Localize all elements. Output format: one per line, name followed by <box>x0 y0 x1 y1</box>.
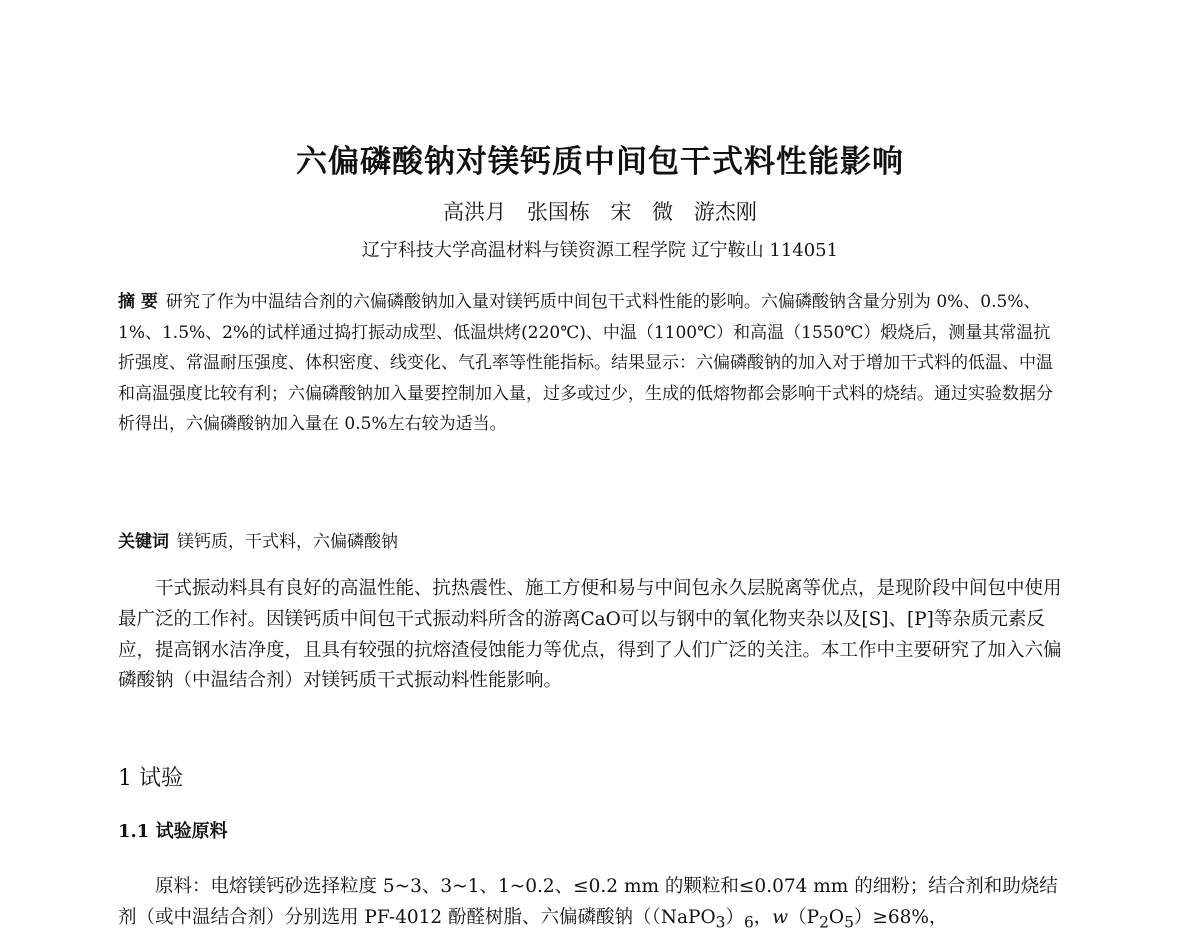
materials-text-5: O <box>828 907 845 928</box>
paper-title: 六偏磷酸钠对镁钙质中间包干式料性能影响 <box>296 144 904 180</box>
materials-text-6: ）≥68%， <box>853 907 948 928</box>
materials-text-2: ） <box>725 907 744 928</box>
keywords-text: 镁钙质，干式料，六偏磷酸钠 <box>177 532 398 552</box>
affiliation: 辽宁科技大学高温材料与镁资源工程学院 辽宁鞍山 114051 <box>361 240 839 261</box>
materials-paragraph <box>118 871 1063 939</box>
subscript: 2 <box>819 913 829 932</box>
subscript: 3 <box>715 913 726 932</box>
keywords-label: 关键词 <box>118 532 169 552</box>
subscript: 6 <box>743 913 754 932</box>
keywords <box>118 527 1063 557</box>
materials-text-3: ， <box>753 907 773 928</box>
subscript: 5 <box>844 913 854 932</box>
abstract <box>118 287 1063 440</box>
author-list: 高洪月 张国栋 宋 微 游杰刚 <box>443 200 757 224</box>
abstract-text: 研究了作为中温结合剂的六偏磷酸钠加入量对镁钙质中间包干式料性能的影响。六偏磷酸钠含量分别为 0%、0.5%、1%、1.5%、2%的试样通过捣打振动成型、低温烘烤(220℃)、中温（1100℃）和高温（1550℃）煅烧后，测量其常温抗折强度、常温耐压强度、体积密度、线变化、气孔率等性能指标。结果显示：六偏磷酸钠的加入对于增加干式料的低温、中温和高温强度比较有利；六偏磷酸钠加入量要控制加入量，过多或过少，生成的低熔物都会影响干式料的烧结。通过实验数据分析得出，六偏磷酸钠加入量在 0.5%左右较为适当。 <box>118 292 1053 435</box>
materials-text-1: 原料：电熔镁钙砂选择粒度 5~3、3~1、1~0.2、≤0.2 mm 的颗粒和≤0.074 mm 的细粉；结合剂和助烧结剂（或中温结合剂）分别选用 PF-4012 酚醛树脂、六偏磷酸钠（（NaPO <box>118 876 1058 928</box>
abstract-label: 摘 要 <box>118 292 158 312</box>
section-heading-1-1: 1.1 试验原料 <box>118 821 228 842</box>
materials-text-4: （P <box>788 907 820 928</box>
mass-fraction-symbol: w <box>772 907 789 928</box>
intro-paragraph: 干式振动料具有良好的高温性能、抗热震性、施工方便和易与中间包永久层脱离等优点，是现阶段中间包中使用最广泛的工作衬。因镁钙质中间包干式振动料所含的游离CaO可以与钢中的氧化物夹杂以及[S]、[P]等杂质元素反应，提高钢水洁净度，且具有较强的抗熔渣侵蚀能力等优点，得到了人们广泛的关注。本工作中主要研究了加入六偏磷酸钠（中温结合剂）对镁钙质干式振动料性能影响。 <box>118 578 1062 692</box>
section-heading-1: 1 试验 <box>118 766 183 791</box>
